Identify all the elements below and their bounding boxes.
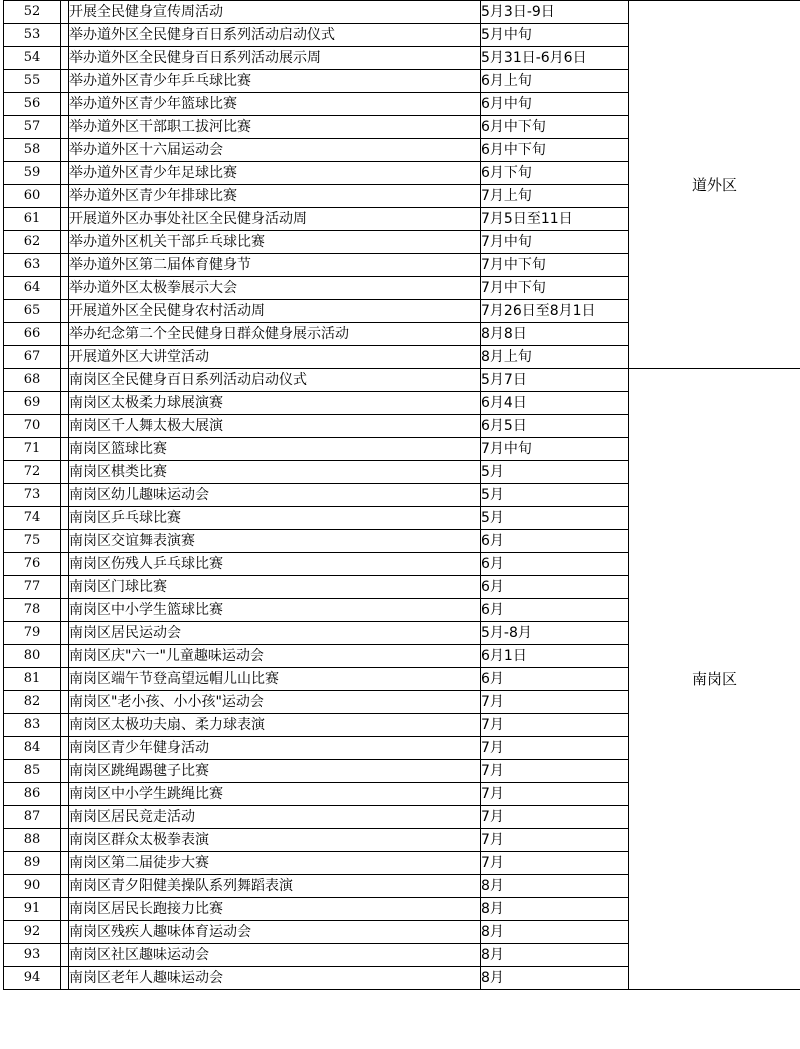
event-date: 7月	[481, 691, 629, 714]
event-date: 7月中旬	[481, 438, 629, 461]
row-number: 75	[4, 530, 61, 553]
spacer-cell	[61, 714, 69, 737]
spacer-cell	[61, 162, 69, 185]
event-name: 南岗区太极柔力球展演赛	[69, 392, 481, 415]
event-date: 6月	[481, 530, 629, 553]
event-name: 南岗区"老小孩、小小孩"运动会	[69, 691, 481, 714]
spacer-cell	[61, 599, 69, 622]
event-date: 5月-8月	[481, 622, 629, 645]
event-name: 南岗区中小学生跳绳比赛	[69, 783, 481, 806]
event-name: 开展道外区全民健身农村活动周	[69, 300, 481, 323]
row-number: 80	[4, 645, 61, 668]
row-number: 92	[4, 921, 61, 944]
event-name: 南岗区社区趣味运动会	[69, 944, 481, 967]
row-number: 94	[4, 967, 61, 990]
spacer-cell	[61, 967, 69, 990]
spacer-cell	[61, 530, 69, 553]
district-name: 道外区	[629, 1, 800, 369]
event-date: 5月	[481, 507, 629, 530]
event-name: 南岗区中小学生篮球比赛	[69, 599, 481, 622]
row-number: 90	[4, 875, 61, 898]
row-number: 71	[4, 438, 61, 461]
event-date: 7月中旬	[481, 231, 629, 254]
row-number: 54	[4, 47, 61, 70]
row-number: 56	[4, 93, 61, 116]
event-name: 南岗区端午节登高望远帽儿山比赛	[69, 668, 481, 691]
event-name: 南岗区棋类比赛	[69, 461, 481, 484]
event-name: 南岗区门球比赛	[69, 576, 481, 599]
table-row	[4, 369, 800, 392]
event-name: 举办纪念第二个全民健身日群众健身展示活动	[69, 323, 481, 346]
event-name: 举办道外区青少年篮球比赛	[69, 93, 481, 116]
row-number: 91	[4, 898, 61, 921]
event-date: 7月	[481, 737, 629, 760]
event-name: 举办道外区机关干部乒乓球比赛	[69, 231, 481, 254]
event-date: 6月上旬	[481, 70, 629, 93]
event-name: 开展道外区办事处社区全民健身活动周	[69, 208, 481, 231]
event-date: 8月	[481, 944, 629, 967]
event-date: 5月31日-6月6日	[481, 47, 629, 70]
row-number: 78	[4, 599, 61, 622]
spacer-cell	[61, 898, 69, 921]
row-number: 83	[4, 714, 61, 737]
spacer-cell	[61, 369, 69, 392]
event-name: 举办道外区青少年足球比赛	[69, 162, 481, 185]
row-number: 89	[4, 852, 61, 875]
event-name: 南岗区全民健身百日系列活动启动仪式	[69, 369, 481, 392]
spacer-cell	[61, 231, 69, 254]
spacer-cell	[61, 323, 69, 346]
row-number: 72	[4, 461, 61, 484]
spacer-cell	[61, 921, 69, 944]
event-name: 南岗区青夕阳健美操队系列舞蹈表演	[69, 875, 481, 898]
table-row	[4, 1, 800, 24]
row-number: 62	[4, 231, 61, 254]
event-name: 南岗区庆"六一"儿童趣味运动会	[69, 645, 481, 668]
spacer-cell	[61, 852, 69, 875]
event-date: 6月中下旬	[481, 139, 629, 162]
spacer-cell	[61, 24, 69, 47]
row-number: 57	[4, 116, 61, 139]
event-date: 6月	[481, 553, 629, 576]
event-name: 南岗区居民竞走活动	[69, 806, 481, 829]
row-number: 58	[4, 139, 61, 162]
event-date: 8月	[481, 875, 629, 898]
event-date: 7月中下旬	[481, 254, 629, 277]
spacer-cell	[61, 139, 69, 162]
row-number: 73	[4, 484, 61, 507]
row-number: 74	[4, 507, 61, 530]
event-name: 举办道外区干部职工拔河比赛	[69, 116, 481, 139]
spacer-cell	[61, 875, 69, 898]
row-number: 68	[4, 369, 61, 392]
event-name: 南岗区伤残人乒乓球比赛	[69, 553, 481, 576]
row-number: 61	[4, 208, 61, 231]
spacer-cell	[61, 208, 69, 231]
event-name: 开展全民健身宣传周活动	[69, 1, 481, 24]
event-name: 举办道外区全民健身百日系列活动启动仪式	[69, 24, 481, 47]
event-name: 举办道外区全民健身百日系列活动展示周	[69, 47, 481, 70]
event-name: 南岗区青少年健身活动	[69, 737, 481, 760]
event-name: 开展道外区大讲堂活动	[69, 346, 481, 369]
spacer-cell	[61, 1, 69, 24]
event-name: 举办道外区青少年排球比赛	[69, 185, 481, 208]
spacer-cell	[61, 783, 69, 806]
event-date: 8月	[481, 921, 629, 944]
event-name: 南岗区乒乓球比赛	[69, 507, 481, 530]
spacer-cell	[61, 415, 69, 438]
event-date: 5月3日-9日	[481, 1, 629, 24]
event-name: 南岗区群众太极拳表演	[69, 829, 481, 852]
event-schedule-table	[3, 0, 800, 990]
event-name: 举办道外区十六届运动会	[69, 139, 481, 162]
spacer-cell	[61, 760, 69, 783]
row-number: 84	[4, 737, 61, 760]
spacer-cell	[61, 645, 69, 668]
event-name: 举办道外区青少年乒乓球比赛	[69, 70, 481, 93]
event-date: 7月上旬	[481, 185, 629, 208]
row-number: 52	[4, 1, 61, 24]
row-number: 65	[4, 300, 61, 323]
spacer-cell	[61, 116, 69, 139]
spacer-cell	[61, 461, 69, 484]
row-number: 70	[4, 415, 61, 438]
spacer-cell	[61, 668, 69, 691]
row-number: 69	[4, 392, 61, 415]
row-number: 85	[4, 760, 61, 783]
spacer-cell	[61, 185, 69, 208]
event-date: 8月上旬	[481, 346, 629, 369]
event-name: 南岗区幼儿趣味运动会	[69, 484, 481, 507]
event-date: 5月	[481, 461, 629, 484]
event-date: 5月7日	[481, 369, 629, 392]
event-date: 6月	[481, 576, 629, 599]
spacer-cell	[61, 346, 69, 369]
row-number: 60	[4, 185, 61, 208]
event-name: 南岗区跳绳踢毽子比赛	[69, 760, 481, 783]
event-date: 7月中下旬	[481, 277, 629, 300]
event-date: 6月4日	[481, 392, 629, 415]
event-date: 7月26日至8月1日	[481, 300, 629, 323]
row-number: 86	[4, 783, 61, 806]
row-number: 87	[4, 806, 61, 829]
event-date: 6月	[481, 668, 629, 691]
event-name: 南岗区交谊舞表演赛	[69, 530, 481, 553]
table-body	[4, 1, 800, 990]
event-date: 6月中旬	[481, 93, 629, 116]
district-name: 南岗区	[629, 369, 800, 990]
row-number: 63	[4, 254, 61, 277]
event-date: 7月5日至11日	[481, 208, 629, 231]
event-date: 7月	[481, 760, 629, 783]
event-name: 南岗区居民运动会	[69, 622, 481, 645]
event-name: 南岗区老年人趣味运动会	[69, 967, 481, 990]
spacer-cell	[61, 254, 69, 277]
spacer-cell	[61, 47, 69, 70]
event-date: 7月	[481, 852, 629, 875]
event-name: 南岗区篮球比赛	[69, 438, 481, 461]
event-name: 举办道外区太极拳展示大会	[69, 277, 481, 300]
event-date: 6月5日	[481, 415, 629, 438]
spacer-cell	[61, 553, 69, 576]
row-number: 93	[4, 944, 61, 967]
spacer-cell	[61, 944, 69, 967]
spacer-cell	[61, 438, 69, 461]
event-date: 6月下旬	[481, 162, 629, 185]
event-date: 7月	[481, 783, 629, 806]
spacer-cell	[61, 691, 69, 714]
event-date: 6月	[481, 599, 629, 622]
spacer-cell	[61, 806, 69, 829]
event-date: 7月	[481, 806, 629, 829]
event-date: 6月中下旬	[481, 116, 629, 139]
event-name: 南岗区第二届徒步大赛	[69, 852, 481, 875]
spacer-cell	[61, 277, 69, 300]
row-number: 82	[4, 691, 61, 714]
spacer-cell	[61, 392, 69, 415]
row-number: 59	[4, 162, 61, 185]
row-number: 67	[4, 346, 61, 369]
row-number: 55	[4, 70, 61, 93]
row-number: 88	[4, 829, 61, 852]
spacer-cell	[61, 829, 69, 852]
event-date: 8月	[481, 898, 629, 921]
spacer-cell	[61, 737, 69, 760]
event-name: 南岗区残疾人趣味体育运动会	[69, 921, 481, 944]
spacer-cell	[61, 507, 69, 530]
spacer-cell	[61, 576, 69, 599]
event-date: 5月中旬	[481, 24, 629, 47]
event-name: 南岗区居民长跑接力比赛	[69, 898, 481, 921]
event-name: 举办道外区第二届体育健身节	[69, 254, 481, 277]
event-date: 7月	[481, 829, 629, 852]
row-number: 79	[4, 622, 61, 645]
row-number: 81	[4, 668, 61, 691]
event-name: 南岗区千人舞太极大展演	[69, 415, 481, 438]
event-date: 5月	[481, 484, 629, 507]
row-number: 64	[4, 277, 61, 300]
event-name: 南岗区太极功夫扇、柔力球表演	[69, 714, 481, 737]
event-date: 8月	[481, 967, 629, 990]
spacer-cell	[61, 93, 69, 116]
row-number: 76	[4, 553, 61, 576]
row-number: 77	[4, 576, 61, 599]
row-number: 53	[4, 24, 61, 47]
spacer-cell	[61, 300, 69, 323]
spacer-cell	[61, 622, 69, 645]
row-number: 66	[4, 323, 61, 346]
event-date: 8月8日	[481, 323, 629, 346]
event-date: 6月1日	[481, 645, 629, 668]
spacer-cell	[61, 484, 69, 507]
spacer-cell	[61, 70, 69, 93]
event-date: 7月	[481, 714, 629, 737]
